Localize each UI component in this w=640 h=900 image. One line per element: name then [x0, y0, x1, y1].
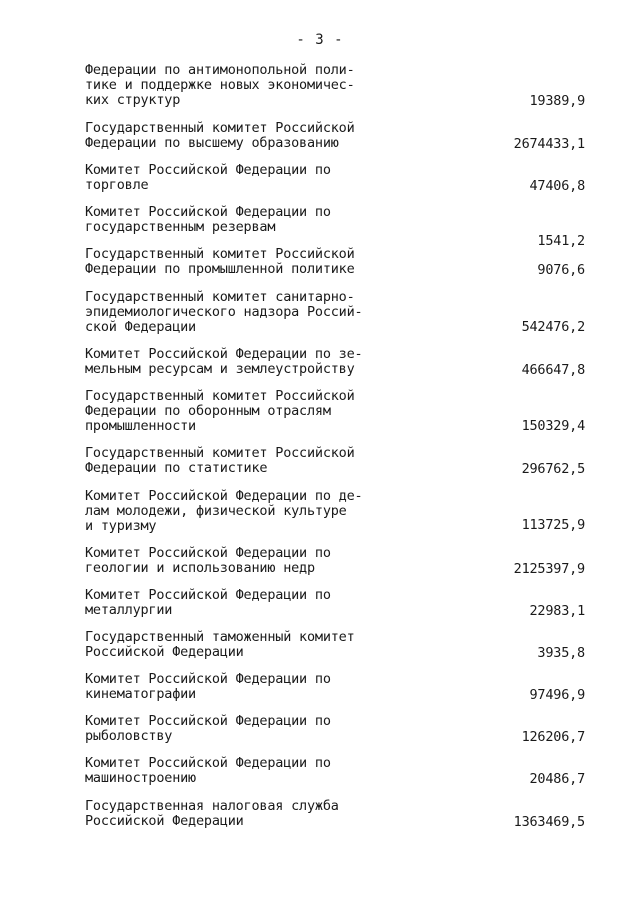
entry-name: Федерации по антимонопольной поли- тике и поддержке новых экономичес- ких структур: [85, 62, 355, 108]
entry-name: Государственный комитет Российской Федерации по высшему образованию: [85, 120, 355, 151]
entry-name: Комитет Российской Федерации по геологии и использованию недр: [85, 545, 331, 576]
entry-name: Комитет Российской Федерации по кинематографии: [85, 671, 331, 702]
budget-entry: [85, 247, 585, 277]
entry-name: Государственный комитет Российской Федерации по статистике: [85, 445, 355, 476]
budget-entry: [85, 489, 585, 534]
entry-value: 97496,9: [529, 687, 585, 703]
entry-name: Государственный комитет Российской Федерации по оборонным отраслям промышленности: [85, 388, 355, 434]
page-number: - 3 -: [296, 32, 344, 48]
entry-value: 2674433,1: [513, 136, 585, 152]
budget-entry: [85, 290, 585, 335]
entry-name: Государственный комитет санитарно- эпидемиологического надзора Россий- ской Федерации: [85, 289, 363, 335]
entry-value: 2125397,9: [513, 561, 585, 577]
entry-value: 126206,7: [521, 729, 585, 745]
budget-entry: [85, 756, 585, 786]
entry-name: Комитет Российской Федерации по зе- мельным ресурсам и землеустройству: [85, 346, 363, 377]
entry-value: 466647,8: [521, 362, 585, 378]
entry-value: 3935,8: [537, 645, 585, 661]
budget-entry: [85, 389, 585, 434]
budget-entry: [85, 163, 585, 193]
budget-entry: [85, 799, 585, 829]
entry-value: 20486,7: [529, 771, 585, 787]
budget-entry: [85, 714, 585, 744]
entry-name: Комитет Российской Федерации по металлургии: [85, 587, 331, 618]
budget-entry: [85, 588, 585, 618]
entry-value: 1363469,5: [513, 814, 585, 830]
entry-name: Государственный комитет Российской Федерации по промышленной политике: [85, 246, 355, 277]
entry-value: 9076,6: [537, 262, 585, 278]
budget-entry: [85, 121, 585, 151]
entry-value: 19389,9: [529, 93, 585, 109]
entry-name: Государственный таможенный комитет Российской Федерации: [85, 629, 355, 660]
entry-value: 22983,1: [529, 603, 585, 619]
entry-name: Комитет Российской Федерации по торговле: [85, 162, 331, 193]
entry-value: 542476,2: [521, 319, 585, 335]
entry-name: Государственная налоговая служба Российской Федерации: [85, 798, 339, 829]
entry-value: 1541,2: [537, 233, 585, 249]
entry-name: Комитет Российской Федерации по государственным резервам: [85, 204, 331, 235]
budget-entry: [85, 546, 585, 576]
budget-entry: [85, 446, 585, 476]
budget-entry: [85, 204, 585, 249]
budget-entry: [85, 672, 585, 702]
entry-value: 113725,9: [521, 517, 585, 533]
budget-entry: [85, 347, 585, 377]
budget-entry: [85, 63, 585, 108]
budget-entry: [85, 630, 585, 660]
entry-value: 150329,4: [521, 418, 585, 434]
entry-name: Комитет Российской Федерации по рыболовству: [85, 713, 331, 744]
entry-value: 47406,8: [529, 178, 585, 194]
entry-value: 296762,5: [521, 461, 585, 477]
entry-name: Комитет Российской Федерации по де- лам молодежи, физической культуре и туризму: [85, 488, 363, 534]
entry-name: Комитет Российской Федерации по машиностроению: [85, 755, 331, 786]
